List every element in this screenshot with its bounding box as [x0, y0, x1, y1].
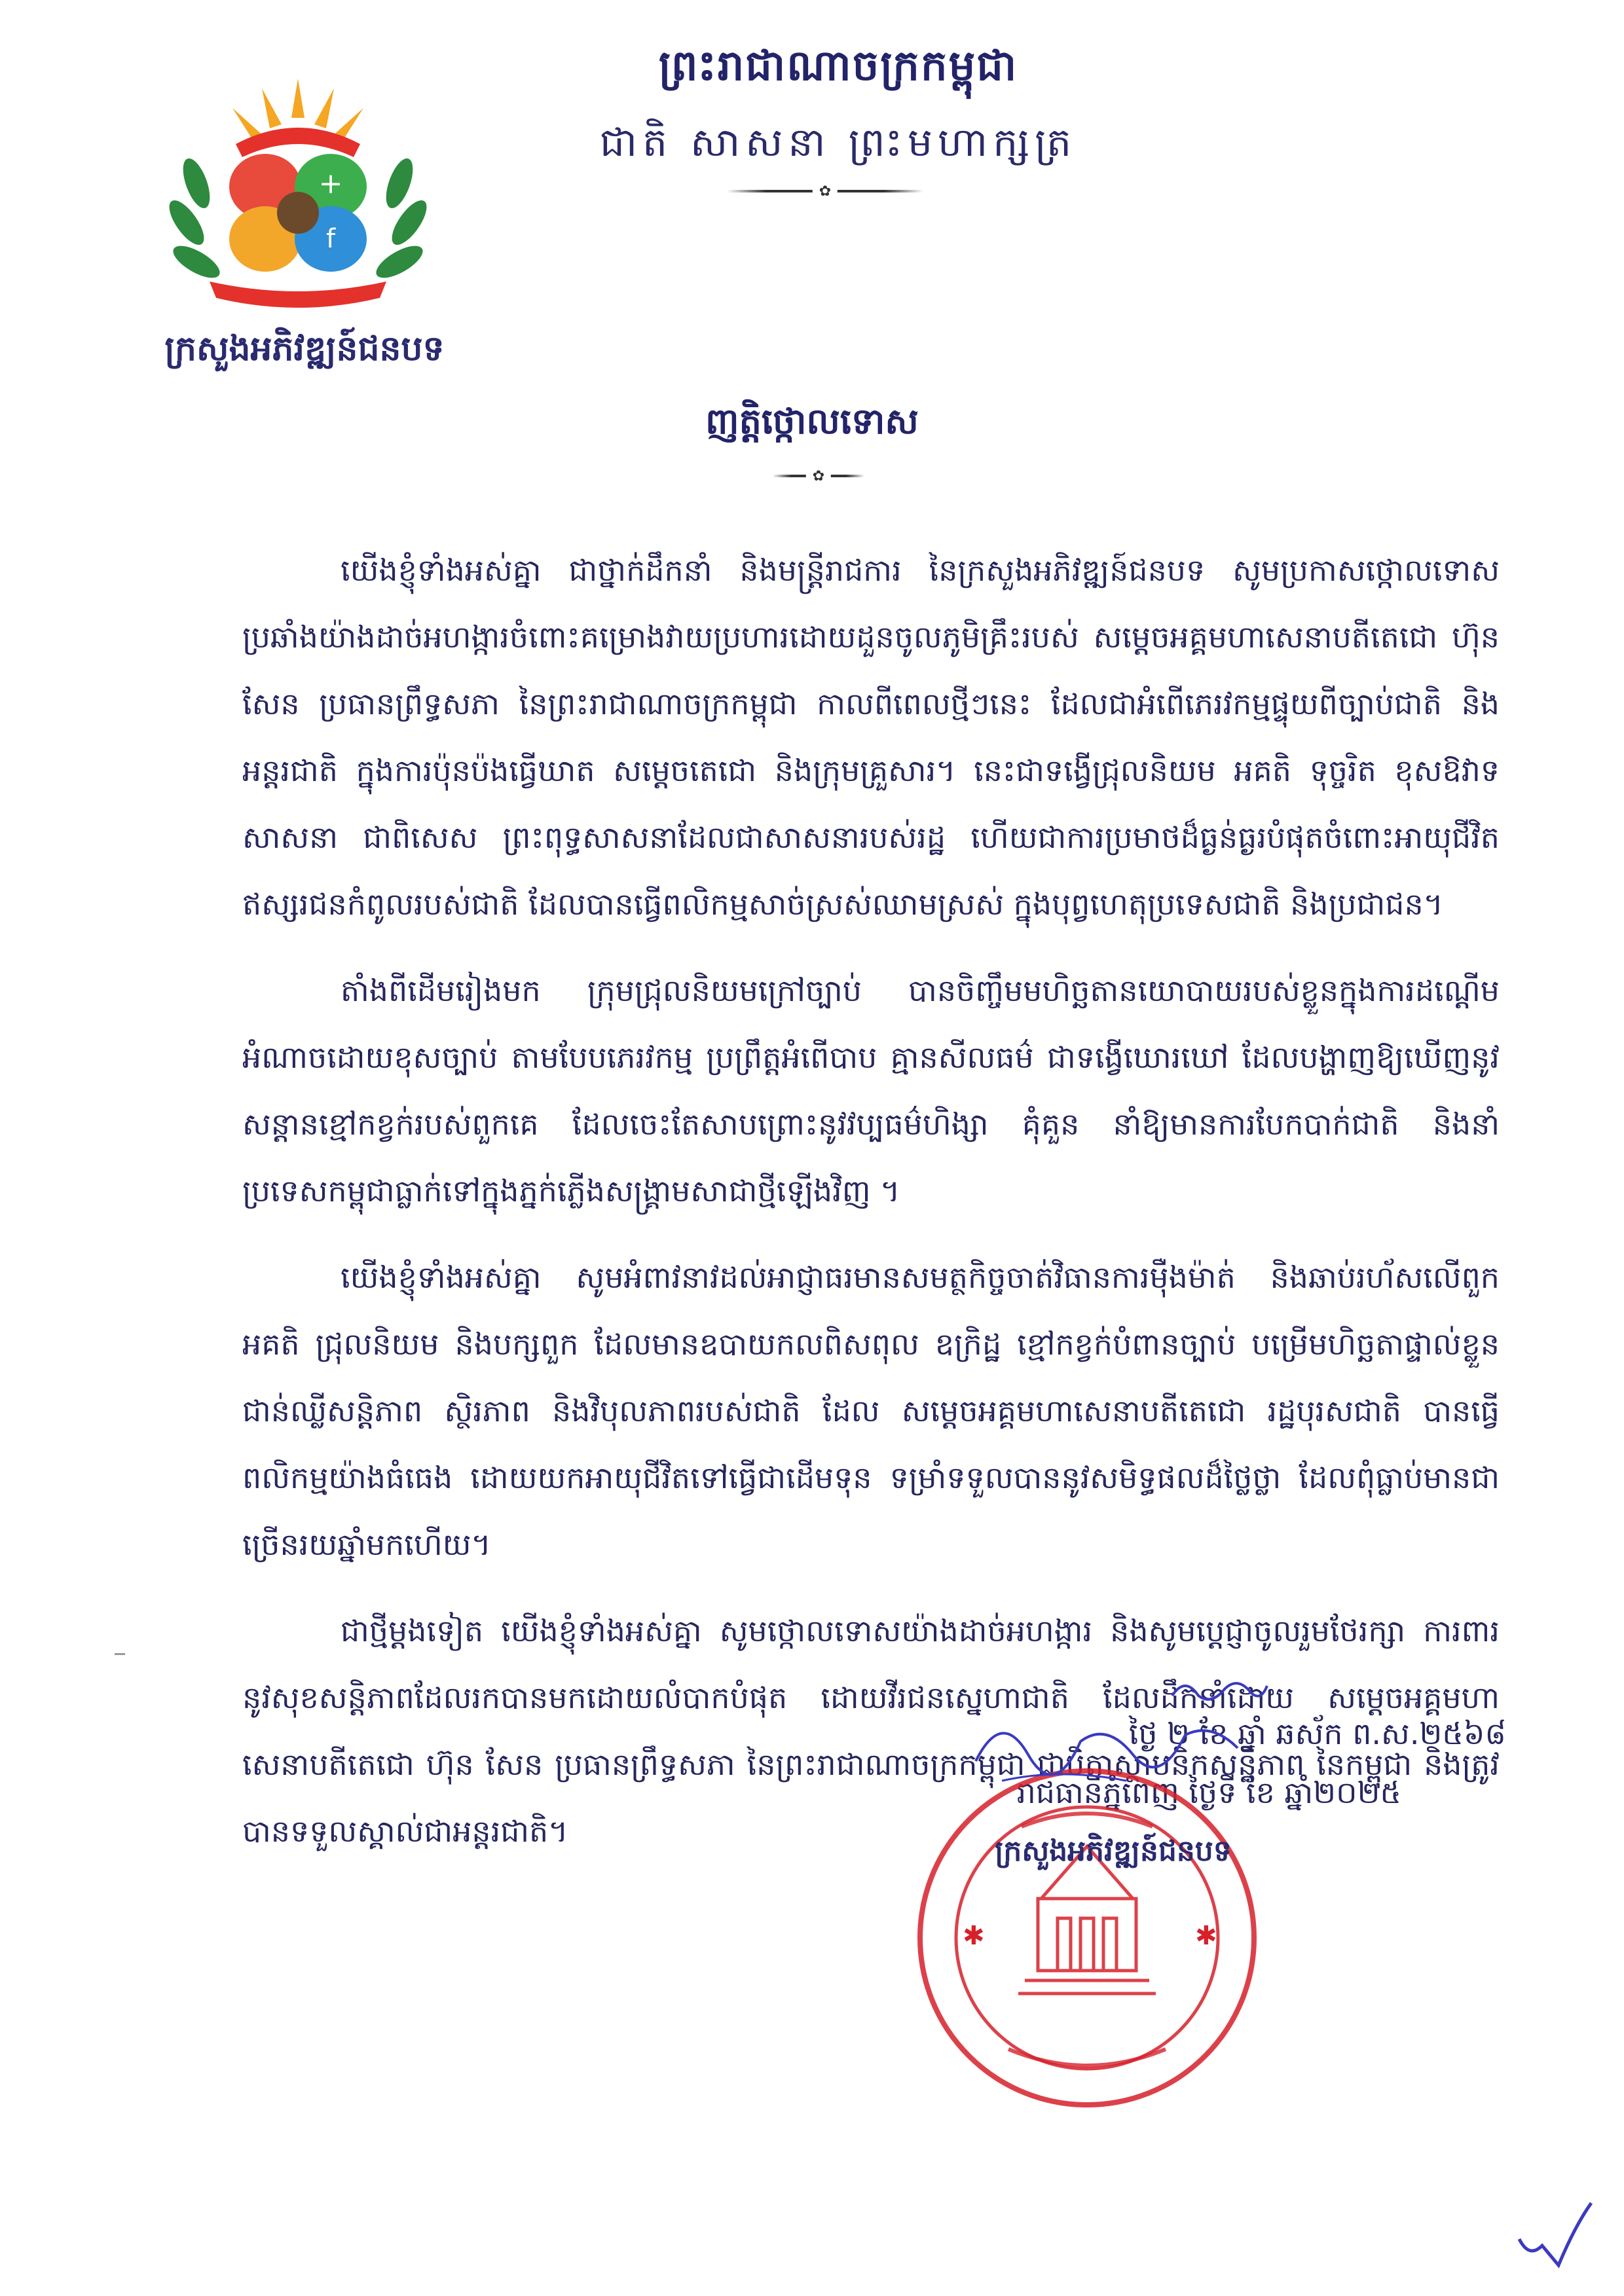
margin-mark — [115, 1653, 125, 1655]
svg-text:✱: ✱ — [963, 1921, 985, 1951]
divider-ornament-icon: ✿ — [806, 468, 831, 484]
svg-text:+: + — [318, 167, 343, 200]
signature-image — [963, 1683, 1251, 1800]
paragraph: តាំងពីដើមរៀងមក ក្រុមជ្រុលនិយមក្រៅច្បាប់ បានចិញ្ចឹមមហិច្ឆតានយោបាយរបស់ខ្លួនក្នុងការដណ្តើមអំណាចដោយខុសច្បាប់ តាមបែបភេរវកម្ម ប្រព្រឹត្តអំពើបាប គ្មានសីលធម៌ ជាទង្វើឃោរឃៅ ដែលបង្ហាញឱ្យឃើញនូវសន្តានខ្មៅកខ្វក់របស់ពួកគេ ដែលចេះតែសាបព្រោះនូវវប្បធម៌ហិង្សា គុំគួន នាំឱ្យមានការបែកបាក់ជាតិ និងនាំប្រទេសកម្ពុជាធ្លាក់ទៅក្នុងភ្នក់ភ្លើងសង្គ្រាមសាជាថ្មីឡើងវិញ ។ — [242, 973, 1500, 1209]
document-body — [242, 537, 1500, 1884]
ministry-emblem-image — [151, 72, 445, 321]
kingdom-heading: ព្រះរាជាណាចក្រកម្ពុជា — [658, 42, 1018, 90]
header-divider — [727, 183, 923, 200]
paragraph: ជាថ្មីម្តងទៀត យើងខ្ញុំទាំងអស់គ្នា សូមថ្កោលទោសយ៉ាងដាច់អហង្ការ និងសូមប្តេជ្ញាចូលរួមថែរក្សា ការពារ នូវសុខសន្តិភាពដែលរកបានមកដោយលំបាកបំផុត ដោយវីរជនស្នេហាជាតិ ដែលដឹកនាំដោយ សម្តេចអគ្គមហាសេនាបតីតេជោ ហ៊ុន សែន ប្រធានព្រឹទ្ធសភា នៃព្រះរាជាណាចក្រកម្ពុជា ជាបិតាស្ថាបនិកសន្តិភាព នៃកម្ពុជា និងត្រូវបានទទួលស្គាល់ជាអន្តរជាតិ។ — [242, 1613, 1500, 1849]
svg-text:f: f — [325, 224, 336, 254]
paragraph: យើងខ្ញុំទាំងអស់គ្នា សូមអំពាវនាវដល់អាជ្ញាធរមានសមត្ថកិច្ចចាត់វិធានការម៉ឺងម៉ាត់ និងឆាប់រហ័សលើពួកអគតិ ជ្រុលនិយម និងបក្សពួក ដែលមានឧបាយកលពិសពុល ឧក្រិដ្ឋ ខ្មៅកខ្វក់បំពានច្បាប់ បម្រើមហិច្ឆតាផ្ទាល់ខ្លួន ជាន់ឈ្លីសន្តិភាព ស្ថិរភាព និងវិបុលភាពរបស់ជាតិ ដែល សម្តេចអគ្គមហាសេនាបតីតេជោ រដ្ឋបុរសជាតិ បានធ្វើពលិកម្មយ៉ាងធំធេង ដោយយកអាយុជីវិតទៅធ្វើជាដើមទុន ទម្រាំទទួលបាននូវសមិទ្ធផលដ៏ថ្លៃថ្លា ដែលពុំធ្លាប់មានជាច្រើនរយឆ្នាំមកហើយ។ — [242, 1260, 1500, 1562]
document-title: ញត្តិថ្កោលទោស — [705, 401, 919, 442]
national-motto: ជាតិ សាសនា ព្រះមហាក្សត្រ — [599, 120, 1077, 166]
initials-mark-image — [1513, 2193, 1598, 2272]
svg-text:✱: ✱ — [1195, 1921, 1217, 1951]
solar-date: រាជធានីភ្នំពេញ ថ្ងៃទី ខែ ឆ្នាំ២០២៥ — [1016, 1775, 1401, 1810]
ministry-name: ក្រសួងអភិវឌ្ឍន៍ជនបទ — [164, 329, 445, 369]
paragraph: យើងខ្ញុំទាំងអស់គ្នា ជាថ្នាក់ដឹកនាំ និងមន្ត្រីរាជការ នៃក្រសួងអភិវឌ្ឍន៍ជនបទ សូមប្រកាសថ្កោលទោស ប្រឆាំងយ៉ាងដាច់អហង្ការចំពោះគម្រោងវាយប្រហារដោយដួនចូលភូមិគ្រឹះរបស់ សម្តេចអគ្គមហាសេនាបតីតេជោ ហ៊ុន សែន ប្រធានព្រឹទ្ធសភា នៃព្រះរាជាណាចក្រកម្ពុជា កាលពីពេលថ្មីៗនេះ ដែលជាអំពើភេរវកម្មផ្ទុយពីច្បាប់ជាតិ និងអន្តរជាតិ ក្នុងការប៉ុនប៉ងធ្វើឃាត សម្តេចតេជោ និងក្រុមគ្រួសារ។ នេះជាទង្វើជ្រុលនិយម អគតិ ទុច្ចរិត ខុសឱវាទសាសនា ជាពិសេស ព្រះពុទ្ធសាសនាដែលជាសាសនារបស់រដ្ឋ ហើយជាការប្រមាថដ៏ធ្ងន់ធ្ងរបំផុតចំពោះអាយុជីវិតឥស្សរជនកំពូលរបស់ជាតិ ដែលបានធ្វើពលិកម្មសាច់ស្រស់ឈាមស្រស់ ក្នុងបុព្វហេតុប្រទេសជាតិ និងប្រជាជន។ — [242, 553, 1500, 922]
signatory-ministry: ក្រសួងអភិវឌ្ឍន៍ជនបទ — [995, 1834, 1232, 1868]
ministry-logo — [151, 72, 445, 321]
divider-ornament-icon: ✿ — [813, 183, 838, 200]
official-stamp-image — [910, 1761, 1264, 2115]
lunar-date: ថ្ងៃ ២ ខែ ឆ្នាំ ឆស័ក ព.ស.២៥៦៨ — [1128, 1716, 1506, 1751]
title-divider — [773, 468, 864, 484]
